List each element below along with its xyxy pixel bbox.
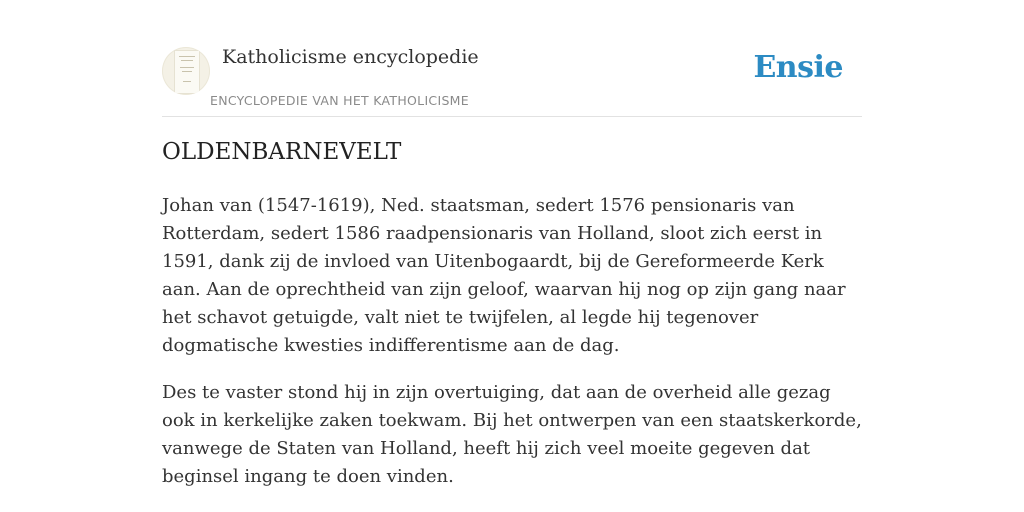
- site-subtitle: ENCYCLOPEDIE VAN HET KATHOLICISME: [210, 93, 469, 108]
- ensie-logo-link[interactable]: Ensie: [753, 50, 843, 85]
- article-paragraph: Johan van (1547-1619), Ned. staatsman, sedert 1576 pensionaris van Rotterdam, sedert 1586 raadpensionaris van Holland, sloot zich eerst in 1591, dank zij de invloed van Uitenbogaardt, bij de Gereformeerde Kerk aan. Aan de oprechtheid van zijn geloof, waarvan hij nog op zijn gang naar het schavot getuigde, valt niet te twijfelen, al legde hij tegenover dogmatische kwesties indifferentisme aan de dag.: [162, 195, 846, 356]
- book-cover-page: [174, 50, 200, 94]
- site-header: [162, 0, 862, 117]
- site-title[interactable]: Katholicisme encyclopedie: [222, 46, 479, 68]
- article-paragraph: Des te vaster stond hij in zijn overtuiging, dat aan de overheid alle gezag ook in kerkelijke zaken toekwam. Bij het ontwerpen van een staatskerkorde, vanwege de Staten van Holland, heeft hij zich veel moeite gegeven dat beginsel ingang te doen vinden.: [162, 382, 862, 487]
- page-container: [162, 0, 862, 487]
- article-title: OLDENBARNEVELT: [162, 139, 402, 165]
- book-cover-icon[interactable]: [162, 47, 210, 95]
- article-body: [162, 192, 862, 510]
